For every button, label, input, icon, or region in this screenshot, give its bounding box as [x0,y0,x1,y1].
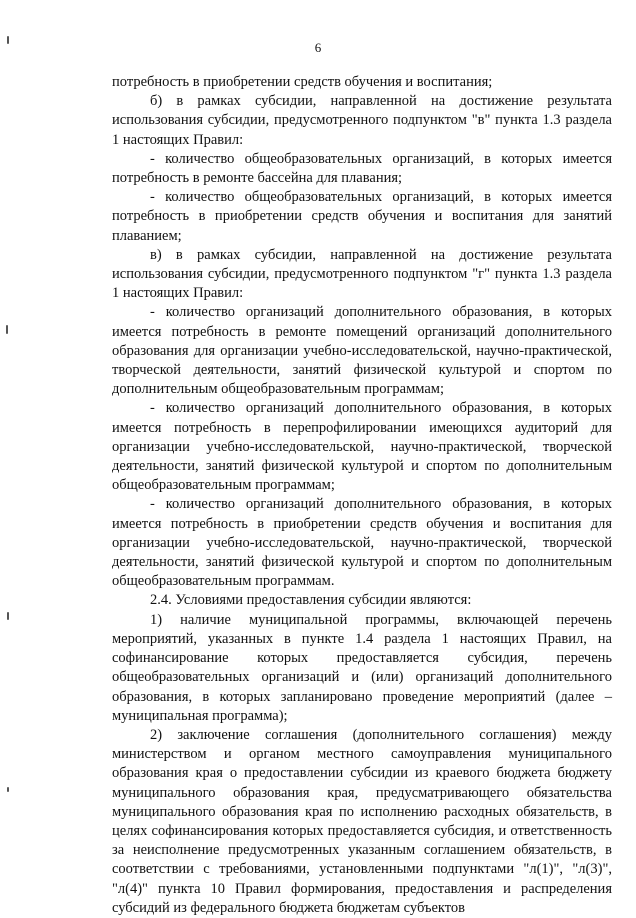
paragraph: потребность в приобретении средств обучения и воспитания; [112,74,493,90]
document-body [112,73,612,918]
dash-item: - количество организаций дополнительного образования, в которых имеется потребность в ремонте помещений организаций дополнительного образования для организации учебно-исследовательской, научно-практической, творческой деятельности, занятий физической культурой и спортом по дополнительным общеобразовательным программам; [112,304,612,398]
scan-margin-mark [6,325,8,334]
dash-item: - количество организаций дополнительного образования, в которых имеется потребность в приобретении средств обучения и воспитания для организации учебно-исследовательской, научно-практической, творческой деятельности, занятий физической культурой и спортом по дополнительным общеобразовательным программам. [112,496,612,590]
numbered-item-2: 2) заключение соглашения (дополнительного соглашения) между министерством и органом местного самоуправления муниципального образования края о предоставлении субсидии из краевого бюджета бюджету муниципального образования края, предусматривающего обязательства муниципального образования края по исполнению расходных обязательств, в целях софинансирования которых предоставляется субсидия, и ответственность за неисполнение предусмотренных указанным соглашением обязательств, в соответствии с требованиями, установленными подпунктами "л(1)", "л(3)", "л(4)" пункта 10 Правил формирования, предоставления и распределения субсидий из федерального бюджета бюджетам субъектов [112,726,612,916]
dash-item: - количество общеобразовательных организаций, в которых имеется потребность в приобретении средств обучения и воспитания для занятий плаванием; [112,189,612,244]
scan-margin-mark [7,36,9,44]
numbered-item-1: 1) наличие муниципальной программы, включающей перечень мероприятий, указанных в пункте 1.4 раздела 1 настоящих Правил, на софинансирование которых предоставляется субсидия, перечень общеобразовательных организаций и (или) организаций дополнительного образования, в которых запланировано проведение мероприятий (далее – муниципальная программа); [112,611,612,724]
scan-margin-mark [7,612,9,620]
dash-item: - количество общеобразовательных организаций, в которых имеется потребность в ремонте бассейна для плавания; [112,150,612,187]
dash-item: - количество организаций дополнительного образования, в которых имеется потребность в перепрофилировании имеющихся аудиторий для организации учебно-исследовательской, научно-практической, творческой деятельности, занятий физической культурой и спортом по дополнительным общеобразовательным программам; [112,400,612,494]
page-number: 6 [314,40,322,55]
scan-margin-mark [7,787,9,792]
section-heading: 2.4. Условиями предоставления субсидии являются: [150,592,472,609]
list-item-b: б) в рамках субсидии, направленной на достижение результата использования субсидии, предусмотренного подпунктом "в" пункта 1.3 раздела 1 настоящих Правил: [112,93,612,148]
list-item-v: в) в рамках субсидии, направленной на достижение результата использования субсидии, предусмотренного подпунктом "г" пункта 1.3 раздела 1 настоящих Правил: [112,246,612,302]
